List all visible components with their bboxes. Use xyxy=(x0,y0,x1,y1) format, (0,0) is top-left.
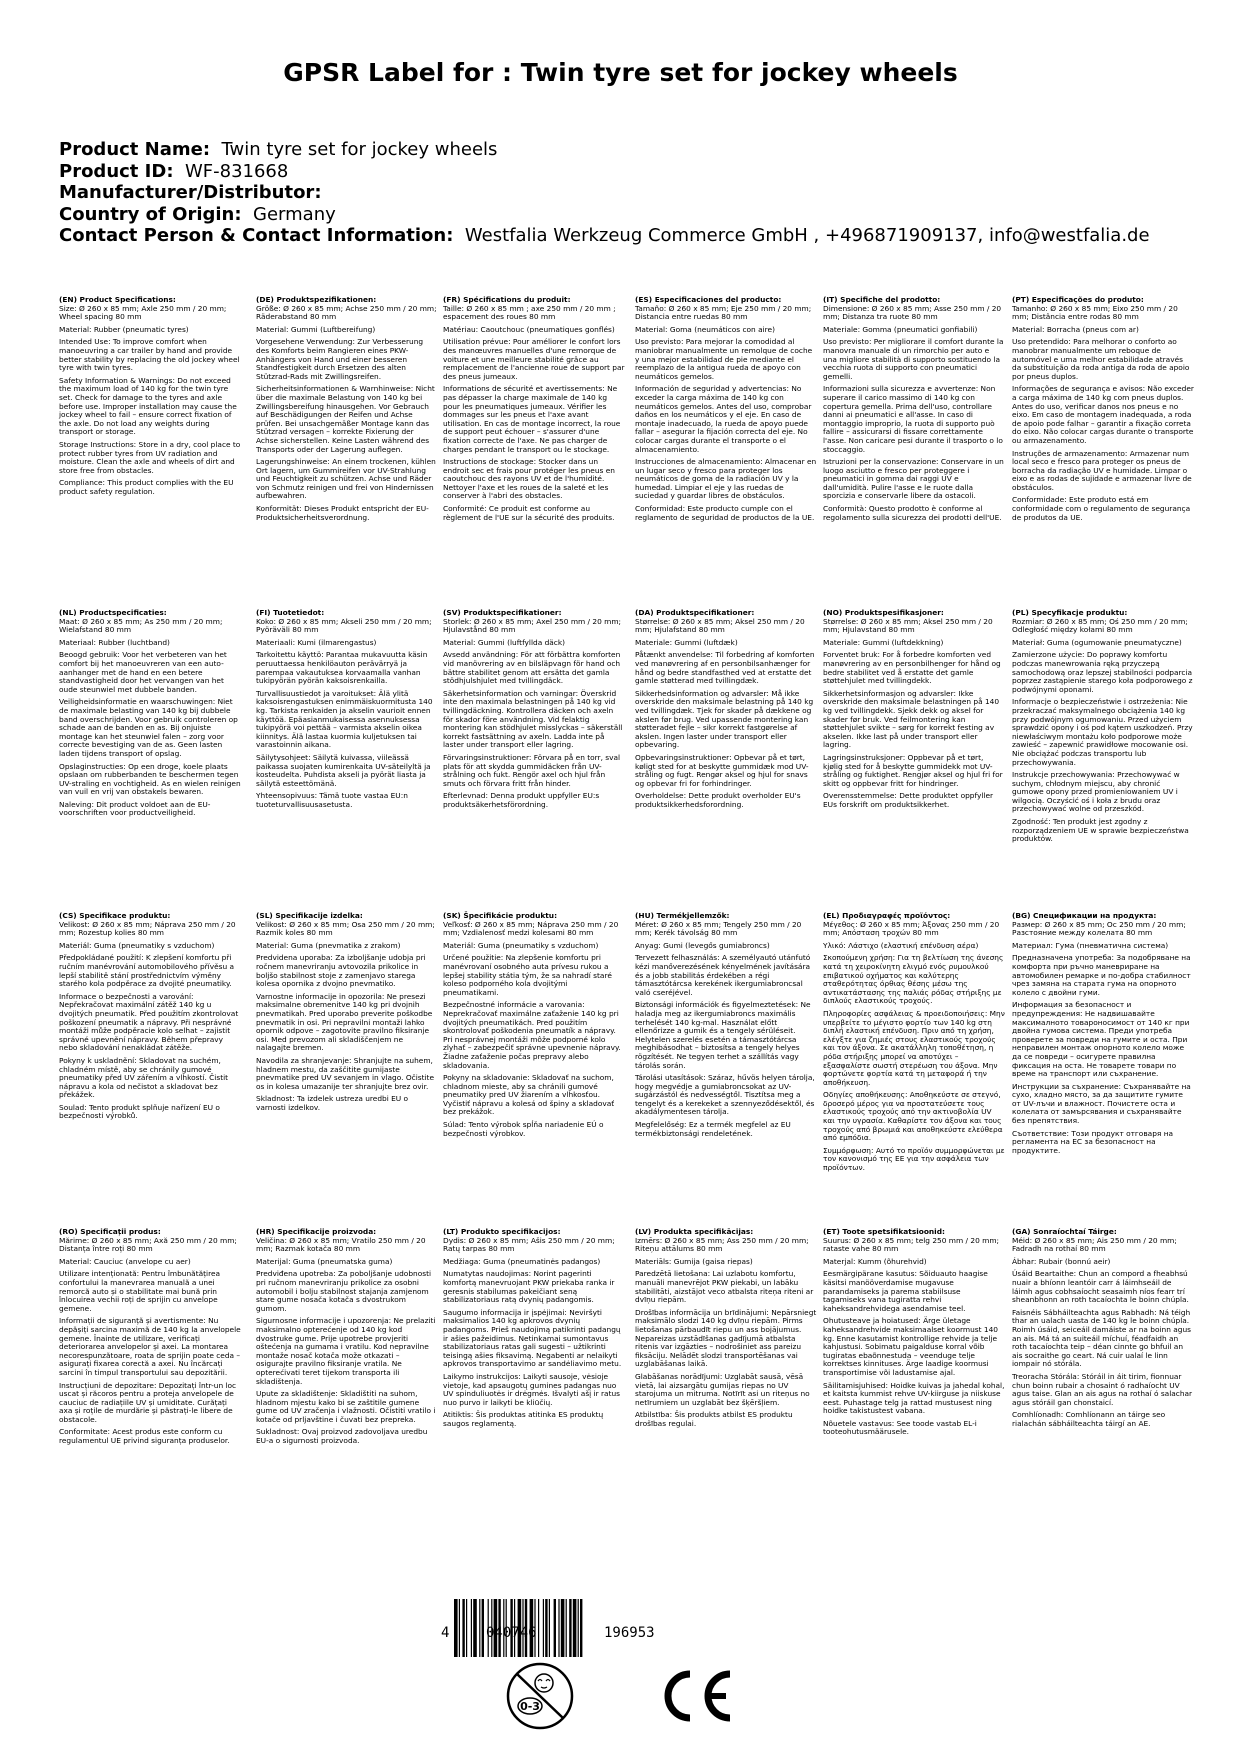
language-block xyxy=(823,609,1005,813)
barcode-bar xyxy=(566,1599,567,1657)
language-heading: (GA) Sonraíochtaí Táirge: xyxy=(1012,1227,1117,1236)
product-name-value: Twin tyre set for jockey wheels xyxy=(221,139,498,160)
language-heading: (SL) Specifikacije izdelka: xyxy=(256,911,363,920)
language-block xyxy=(59,609,241,822)
language-paragraph: Opslaginstructies: Op een droge, koele plaats opslaan om rubberbanden te beschermen tegen UV-straling en vochtigheid. As en wielen reinigen van vuil en vrij van obstakels bewaren. xyxy=(59,761,243,797)
language-heading: (DE) Produktspezifikationen: xyxy=(256,295,377,304)
language-paragraph: Konformität: Dieses Produkt entspricht der EU-Produktsicherheitsverordnung. xyxy=(256,504,429,522)
language-paragraph: Zgodność: Ten produkt jest zgodny z rozporządzeniem UE w sprawie bezpieczeństwa produktów. xyxy=(1012,817,1192,844)
language-paragraph: Koko: Ø 260 x 85 mm; Akseli 250 mm / 20 mm; Pyöräväli 80 mm xyxy=(256,616,434,635)
language-paragraph: Forventet bruk: For å forbedre komforten ved manøvrering av en personbilhenger for hånd og bedre stabilitet ved å erstatte det gamle støttehjulet med tvillingdekk. xyxy=(823,650,1004,686)
language-block xyxy=(256,912,438,1116)
barcode-digits-right: 196953 xyxy=(604,1625,655,1641)
language-paragraph: Lagringsinstruksjoner: Oppbevar på et tørt, kjølig sted for å beskytte gummidekk mot UV-stråling og fuktighet. Rengjør aksel og hjul fri for skitt og oppbevar fritt for hindringer. xyxy=(823,752,1005,788)
language-heading: (HR) Specifikacije proizvoda: xyxy=(256,1227,377,1236)
language-paragraph: Pokyny na skladovanie: Skladovať na suchom, chladnom mieste, aby sa chránili gumové pneumatiky pred UV žiarením a vlhkosťou. Vyčistiť nápravu a kolesá od špiny a skladovať bez prekážok. xyxy=(443,1073,617,1117)
language-paragraph: Säkerhetsinformation och varningar: Överskrid inte den maximala belastningen på 140 kg vid tvillingdäckning. Kontrollera däcken och axeln för skador före användning. Vid felaktig montering kan stödhjulet misslyckas – säkerställ korrekt fastsättning av axeln. Ladda inte på laster under transport eller lagring. xyxy=(443,688,625,750)
language-paragraph: Tervezett felhasználás: A személyautó utánfutó kézi manőverezésének kényelmének javítására és a jobb stabilitás érdekében a régi támasztótárcsa kerekének ikergumiabroncsal való cseréjével. xyxy=(635,953,813,997)
barcode-bar xyxy=(558,1599,559,1657)
language-heading: (NO) Produktspesifikasjoner: xyxy=(823,608,944,617)
language-paragraph: Sikkerhedsinformation og advarsler: Må ikke overskride den maksimale belastning på 140 kg ved tvillingdæk. Tjek for skader på dækkene og akslen før brug. Ved upassende montering kan støtteradet fejle – sikr korrekt fastgørelse af akslen. Ingen laster under transport eller opbevaring. xyxy=(635,688,816,750)
language-paragraph: Съответствие: Този продукт отговаря на регламента на ЕС за безопасност на продуктите. xyxy=(1012,1128,1176,1155)
language-paragraph: Dydis: Ø 260 x 85 mm; Ašis 250 mm / 20 mm; Ratų tarpas 80 mm xyxy=(443,1235,618,1254)
language-paragraph: Materiaali: Kumi (ilmarengastus) xyxy=(256,637,377,647)
language-paragraph: Skladnost: Ta izdelek ustreza uredbi EU o varnosti izdelkov. xyxy=(256,1094,411,1112)
language-paragraph: Rozmiar: Ø 260 x 85 mm; Oś 250 mm / 20 mm; Odległość między kołami 80 mm xyxy=(1012,616,1191,635)
language-paragraph: Beoogd gebruik: Voor het verbeteren van het comfort bij het manoeuvreren van een auto-aanhanger met de hand en een betere standvastigheid door het vervangen van het oude steunwiel met dubbele banden. xyxy=(59,650,230,694)
language-block xyxy=(635,296,817,526)
language-paragraph: Numatytas naudojimas: Norint pagerinti komfortą manevruojant PKW priekaba ranka ir geresnis stabilumas pakeičiant seną stabilizatoriaus ratą dvynių padangomis. xyxy=(443,1269,617,1305)
language-paragraph: Conformidad: Este producto cumple con el reglamento de seguridad de productos de la UE. xyxy=(635,504,815,522)
language-paragraph: Informații de siguranță și avertismente: Nu depășiți sarcina maximă de 140 kg la anvelopele gemene. Înainte de utilizare, verificați deteriorarea anvelopelor și axei. La montarea necorespunzătoare, roata de sprijin poate ceda – asigurați fixarea corectă a axei. Nu încărcați sarcini în timpul transportului sau depozitării. xyxy=(59,1316,244,1377)
language-paragraph: Laikymo instrukcijos: Laikyti sausoje, vėsioje vietoje, kad apsaugotų gumines padangas nuo UV spinduliuotės ir drėgmės. Išvalyti ašį ir ratus nuo purvo ir laikyti be kliūčių. xyxy=(443,1371,623,1407)
language-paragraph: Størrelse: Ø 260 x 85 mm; Aksel 250 mm / 20 mm; Hjulavstand 80 mm xyxy=(823,616,996,635)
language-block xyxy=(1012,295,1197,526)
language-paragraph: Instructions de stockage: Stocker dans un endroit sec et frais pour protéger les pneus en caoutchouc des rayons UV et de l'humidité. Nettoyer l'axe et les roues de la saleté et les conserver à l'abri des obstacles. xyxy=(443,457,618,501)
manufacturer-label: Manufacturer/Distributor: xyxy=(59,182,322,203)
language-paragraph: Materiál: Guma (pneumatiky s vzduchom) xyxy=(443,940,599,950)
language-block xyxy=(823,1228,1005,1441)
language-paragraph: Informazioni sulla sicurezza e avvertenze: Non superare il carico massimo di 140 kg con copertura gemella. Prima dell'uso, controllare danni ai pneumatici e all'asse. In caso di montaggio improprio, la ruota di supporto può fallire – assicurarsi di fissare correttamente l'asse. Non caricare pesi durante il trasporto o lo stoccaggio. xyxy=(823,384,1006,454)
language-paragraph: Safety Information & Warnings: Do not exceed the maximum load of 140 kg for the twin tyre set. Check for damage to the tyres and axle before use. Improper installation may cause the jockey wheel to fail – ensure correct fixation of the axle. Do not load any weights during transport or storage. xyxy=(59,375,240,437)
language-paragraph: Størrelse: Ø 260 x 85 mm; Aksel 250 mm / 20 mm; Hjulafstand 80 mm xyxy=(635,616,808,635)
language-block xyxy=(443,609,625,813)
barcode-bar xyxy=(462,1599,464,1657)
language-block xyxy=(443,296,625,526)
language-heading: (PT) Especificações do produto: xyxy=(1012,295,1144,304)
language-paragraph: Opbevaringsinstruktioner: Opbevar på et tørt, køligt sted for at beskytte gummidæk mod UV-stråling og fugt. Rengør aksel og hjul for snavs og opbevar fri for forhindringer. xyxy=(635,752,811,788)
language-paragraph: Säilitamisjuhised: Hoidke kuivas ja jahedal kohal, et kaitsta kummist rehve UV-kiirguse ja niiskuse eest. Puhastage telg ja rattad mustusest ning hoidke takistustest vabana. xyxy=(823,1380,1007,1416)
language-paragraph: Overholdelse: Dette produkt overholder EU's produktsikkerhedsforordning. xyxy=(635,791,803,809)
language-paragraph: Material: Cauciuc (anvelope cu aer) xyxy=(59,1256,191,1266)
barcode-bar xyxy=(543,1599,544,1657)
language-paragraph: Mărime: Ø 260 x 85 mm; Axă 250 mm / 20 mm; Distanța între roți 80 mm xyxy=(59,1235,240,1254)
language-paragraph: Yhteensopivuus: Tämä tuote vastaa EU:n tuoteturvallisuusasetusta. xyxy=(256,791,411,809)
language-paragraph: Material: Guma (pnevmatika z zrakom) xyxy=(256,940,401,950)
barcode-bar xyxy=(554,1599,556,1657)
language-heading: (EL) Προδιαγραφές προϊόντος: xyxy=(823,911,951,920)
language-block xyxy=(59,1227,244,1450)
language-paragraph: Materijal: Guma (pneumatska guma) xyxy=(256,1256,393,1266)
language-paragraph: Súlad: Tento výrobok spĺňa nariadenie EÚ o bezpečnosti výrobkov. xyxy=(443,1120,606,1138)
language-paragraph: Méret: Ø 260 x 85 mm; Tengely 250 mm / 20 mm; Kerék távolság 80 mm xyxy=(635,919,804,938)
language-paragraph: Upute za skladištenje: Skladištiti na suhom, hladnom mjestu kako bi se zaštitile gumene gume od UV zračenja i vlažnosti. Očistiti vratilo i kotače od prljavštine i čuvati bez prepreka. xyxy=(256,1389,438,1424)
language-paragraph: Méid: Ø 260 x 85 mm; Ais 250 mm / 20 mm; Fadradh na rothaí 80 mm xyxy=(1012,1235,1180,1254)
language-paragraph: Veličina: Ø 260 x 85 mm; Vratilo 250 mm / 20 mm; Razmak kotača 80 mm xyxy=(256,1235,428,1254)
language-paragraph: Size: Ø 260 x 85 mm; Axle 250 mm / 20 mm; Wheel spacing 80 mm xyxy=(59,303,229,322)
language-heading: (SK) Špecifikácie produktu: xyxy=(443,911,558,920)
language-block xyxy=(59,912,241,1125)
language-paragraph: Информация за безопасност и предупреждения: Не надвишавайте максималното товароносимост от 140 кг при двойна гумова система. Преди употреба проверете за повреди на гумите и оста. При неправилен монтаж опорното колело може да се повреди – осигурете правилна фиксация на оста. Не товарете товари по време на транспорт или съхранение. xyxy=(1012,1000,1192,1079)
product-info xyxy=(59,139,1150,247)
language-paragraph: Atitiktis: Šis produktas atitinka ES produktų saugos reglamentą. xyxy=(443,1410,606,1428)
barcode-digit-lead: 4 xyxy=(441,1625,450,1641)
language-paragraph: Predviđena upotreba: Za poboljšanje udobnosti pri ručnom manevriranju prikolice za osobni automobil i bolju stabilnost stajanja zamjenom stare gume nosača kotača s dvostrukom gumom. xyxy=(256,1269,434,1313)
barcode-bar xyxy=(479,1599,480,1657)
barcode-bar xyxy=(561,1599,565,1657)
language-paragraph: Paredzētā lietošana: Lai uzlabotu komfortu, manuāli manevrējot PKW piekabi, un labāku stabilitāti, aizstājot veco atbalsta riteņa riteni ar dvīņu riepām. xyxy=(635,1269,816,1305)
language-paragraph: Material: Rubber (pneumatic tyres) xyxy=(59,324,189,334)
language-paragraph: Informations de sécurité et avertissements: Ne pas dépasser la charge maximale de 140 kg pour les pneumatiques jumeaux. Vérifier les dommages sur les pneus et l'axe avant utilisation. En cas de montage incorrect, la roue de support peut échouer – s'assurer d'une fixation correcte de l'axe. Ne pas charger de charges pendant le transport ou le stockage. xyxy=(443,384,623,454)
language-paragraph: Faisnéis Sábháilteachta agus Rabhadh: Ná téigh thar an ualach uasta de 140 kg le boinn chúpla. Roimh úsáid, seiceáil damáiste ar na boinn agus an ais. Má tá an suiteáil míchuí, féadfaidh an roth tacaíochta teip – déan cinnte go bhfuil an ais socraithe go ceart. Ná cuir ualaí le linn iompair nó stórála. xyxy=(1012,1307,1194,1369)
language-block xyxy=(59,296,241,500)
language-paragraph: Materjal: Kumm (õhurehvid) xyxy=(823,1256,927,1266)
language-paragraph: Istruzioni per la conservazione: Conservare in un luogo asciutto e fresco per proteggere i pneumatici in gomma dai raggi UV e dall'umidità. Pulire l'asse e le ruote dalla sporcizia e conservarle libere da ostacoli. xyxy=(823,457,1007,501)
language-paragraph: Velikost: Ø 260 x 85 mm; Náprava 250 mm / 20 mm; Rozestup kolies 80 mm xyxy=(59,919,238,938)
language-heading: (RO) Specificații produs: xyxy=(59,1227,161,1236)
ce-mark-icon xyxy=(660,1668,736,1724)
origin-row xyxy=(59,204,1150,226)
language-paragraph: Navodila za shranjevanje: Shranjujte na suhem, hladnem mestu, da zaščitite gumijaste pnevmatike pred UV sevanjem in vlago. Očistite os in kolesa umazanije ter shranjujte brez ovir. xyxy=(256,1055,437,1091)
product-name-label: Product Name: xyxy=(59,139,211,160)
language-paragraph: Megfelelőség: Ez a termék megfelel az EU termékbiztonsági rendeletének. xyxy=(635,1120,794,1138)
language-paragraph: Eesmärgipärane kasutus: Sõiduauto haagise käsitsi manööverdamise mugavuse parandamiseks ja parema stabiilsuse tagamiseks vana tugiratta rehvi kaheksandrehvidega asendamise teel. xyxy=(823,1269,991,1313)
language-paragraph: Información de seguridad y advertencias: No exceder la carga máxima de 140 kg con neumáticos gemelos. Antes del uso, comprobar daños en los neumáticos y el eje. En caso de montaje inadecuado, la rueda de apoyo puede fallar – asegurar la fijación correcta del eje. No colocar cargas durante el transporte o el almacenamiento. xyxy=(635,384,814,454)
origin-value: Germany xyxy=(253,203,336,225)
barcode-bar xyxy=(573,1599,577,1657)
language-paragraph: Medžiaga: Guma (pneumatinės padangos) xyxy=(443,1256,601,1266)
contact-row xyxy=(59,225,1150,247)
language-block xyxy=(256,609,438,813)
language-block xyxy=(443,1228,625,1432)
language-paragraph: Izmērs: Ø 260 x 85 mm; Ass 250 mm / 20 mm; Riteņu attālums 80 mm xyxy=(635,1235,812,1254)
language-paragraph: Conformità: Questo prodotto è conforme al regolamento sulla sicurezza dei prodotti dell'UE. xyxy=(823,504,1002,522)
age-restriction-0-3-icon xyxy=(505,1661,575,1731)
language-paragraph: Naleving: Dit product voldoet aan de EU-voorschriften voor productveiligheid. xyxy=(59,799,211,818)
language-paragraph: Instruções de armazenamento: Armazenar num local seco e fresco para proteger os pneus de borracha da radiação UV e humidade. Limpar o eixo e as rodas de sujidade e armazenar livre de obstáculos. xyxy=(1012,448,1195,492)
language-paragraph: Maat: Ø 260 x 85 mm; As 250 mm / 20 mm; Wielafstand 80 mm xyxy=(59,616,225,635)
language-paragraph: Größe: Ø 260 x 85 mm; Achse 250 mm / 20 mm; Räderabstand 80 mm xyxy=(256,303,439,322)
language-paragraph: Storage Instructions: Store in a dry, cool place to protect rubber tyres from UV radiation and moisture. Clean the axle and wheels of dirt and store free from obstacles. xyxy=(59,439,243,475)
barcode-bar xyxy=(569,1599,571,1657)
language-block xyxy=(635,912,817,1142)
language-paragraph: Οδηγίες αποθήκευσης: Αποθηκεύστε σε στεγνό, δροσερό μέρος για να προστατεύσετε τους ελαστικούς τροχούς από την ακτινοβολία UV και την υγρασία. Καθαρίστε τον άξονα και τους τροχούς από βρωμιά και αποθηκεύστε ελεύθερα από εμπόδια. xyxy=(823,1090,1005,1143)
language-paragraph: Sigurnosne informacije i upozorenja: Ne prelaziti maksimalno opterećenje od 140 kg kod dvostruke gume. Prije upotrebe provjeriti oštećenja na gumama i vratilu. Kod nepravilne montaže nosač kotača može otkazati – osigurajte pravilno fiksiranje vratila. Ne opterećivati teret tijekom transporta ili skladištenja. xyxy=(256,1316,438,1386)
barcode-bar xyxy=(466,1599,467,1657)
language-paragraph: Matériau: Caoutchouc (pneumatiques gonflés) xyxy=(443,324,615,334)
language-paragraph: Veiligheidsinformatie en waarschuwingen: Niet de maximale belasting van 140 kg bij dubbele band overschrijden. Voor gebruik controleren op schade aan de banden en as. Bij onjuiste montage kan het steunwiel falen – zorg voor correcte bevestiging van de as. Geen lasten laden tijdens transport of opslag. xyxy=(59,697,241,758)
language-heading: (LV) Produkta specifikācijas: xyxy=(635,1227,754,1236)
language-paragraph: Úsáid Beartaithe: Chun an compord a fheabhsú nuair a bhíonn leantóir carr á láimhseáil de láimh agus cobhsaíocht seasaimh níos fearr trí sheanbhonn an roth tacaíochta le boinn chúpla. xyxy=(1012,1269,1191,1305)
language-paragraph: Zamierzone użycie: Do poprawy komfortu podczas manewrowania ręką przyczepą samochodową oraz lepszej stabilności podparcia poprzez zastąpienie starego koła podporowego z podwójnymi oponami. xyxy=(1012,650,1195,694)
language-heading: (FI) Tuotetiedot: xyxy=(256,608,325,617)
language-paragraph: Uso pretendido: Para melhorar o conforto ao manobrar manualmente um reboque de automóvel e uma melhor estabilidade através da substituição da roda antiga da roda de apoio por pneus duplos. xyxy=(1012,337,1192,381)
language-heading: (CS) Specifikace produktu: xyxy=(59,911,171,920)
language-paragraph: Συμμόρφωση: Αυτό το προϊόν συμμορφώνεται με τον κανονισμό της ΕΕ για την ασφάλεια των προϊόντων. xyxy=(823,1145,1007,1173)
language-paragraph: Materiál: Guma (pneumatiky s vzduchom) xyxy=(59,940,215,950)
language-paragraph: Instrukcje przechowywania: Przechowywać w suchym, chłodnym miejscu, aby chronić gumowe opony przed promieniowaniem UV i wilgocią. Oczyścić oś i koła z brudu oraz przechowywać wolne od przeszkód. xyxy=(1012,770,1183,814)
product-name-row xyxy=(59,139,1150,161)
contact-label: Contact Person & Contact Information: xyxy=(59,225,454,246)
language-paragraph: Materiale: Gummi (luftdekkning) xyxy=(823,637,944,647)
language-paragraph: Storlek: Ø 260 x 85 mm; Axel 250 mm / 20 mm; Hjulavstånd 80 mm xyxy=(443,616,624,635)
language-block xyxy=(823,911,1008,1177)
language-paragraph: Glabāšanas norādījumi: Uzglabāt sausā, vēsā vietā, lai aizsargātu gumijas riepas no UV starojuma un mitruma. Notīrīt asi un riteņus no netīrumiem un uzglabāt bez šķēršļiem. xyxy=(635,1371,813,1407)
language-paragraph: Informacje o bezpieczeństwie i ostrzeżenia: Nie przekraczać maksymalnego obciążenia 140 kg przy podwójnym ogumowaniu. Przed użyciem sprawdzić opony i oś pod kątem uszkodzeń. Przy niewłaściwym montażu koło podporowe może zawieść – zapewnić prawidłowe mocowanie osi. Nie obciążać podczas transportu lub przechowywania. xyxy=(1012,697,1195,767)
language-paragraph: Materiale: Gomma (pneumatici gonfiabili) xyxy=(823,324,978,334)
barcode-bar xyxy=(471,1599,472,1657)
language-block xyxy=(635,1228,817,1432)
language-paragraph: Uso previsto: Para mejorar la comodidad al maniobrar manualmente un remolque de coche y una mejor estabilidad de pie mediante el reemplazo de la antigua rueda de apoyo con neumáticos gemelos. xyxy=(635,337,815,381)
language-heading: (DA) Produktspecifikationer: xyxy=(635,608,755,617)
language-paragraph: Conformité: Ce produit est conforme au règlement de l'UE sur la sécurité des produits. xyxy=(443,504,615,522)
language-paragraph: Sukladnost: Ovaj proizvod zadovoljava uredbu EU-a o sigurnosti proizvoda. xyxy=(256,1427,430,1446)
barcode-bar xyxy=(545,1599,547,1657)
language-paragraph: Påtænkt anvendelse: Til forbedring af komforten ved manøvrering af en personbilsanhænger for hånd og bedre standfasthed ved at erstatte det gamle støtterad med tvillingdæk. xyxy=(635,650,817,686)
language-paragraph: Biztonsági információk és figyelmeztetések: Ne haladja meg az ikergumiabroncs maximális terhelését 140 kg-mal. Használat előtt ellenőrizze a gumik és a tengely sérüléseit. Helytelen szerelés esetén a támasztótárcsa meghibásodhat – biztosítsa a tengely helyes rögzítését. Ne tegyen terhet a szállítás vagy tárolás során. xyxy=(635,1000,813,1070)
language-heading: (ET) Toote spetsifikatsioonid: xyxy=(823,1227,945,1236)
language-heading: (SV) Produktspecifikationer: xyxy=(443,608,562,617)
language-paragraph: Uso previsto: Per migliorare il comfort durante la manovra manuale di un rimorchio per auto e una migliore stabilità di supporto sostituendo la vecchia ruota di supporto con pneumatici gemelli. xyxy=(823,337,1006,381)
barcode-digits-left: 040746 xyxy=(486,1625,537,1641)
language-paragraph: Ohutusteave ja hoiatused: Ärge ületage kaheksandrehvide maksimaalset koormust 140 kg. Enne kasutamist kontrollige rehvide ja telje kahjustusi. Sobimatu paigalduse korral võib tugiratas ebaõnnestuda – veenduge telje korrektses kinnituses. Ärge laadige koormusi transportimise või ladustamise ajal. xyxy=(823,1316,1001,1377)
language-paragraph: Tarkoitettu käyttö: Parantaa mukavuutta käsin peruuttaessa henkilöauton perävärryä ja parempaa vakautuksea korvaamalla vanhan tukipyörän pyörän kaksoisrenkailla. xyxy=(256,650,430,686)
language-paragraph: Suurus: Ø 260 x 85 mm; telg 250 mm / 20 mm; rataste vahe 80 mm xyxy=(823,1235,1002,1254)
language-paragraph: Varnostne informacije in opozorila: Ne presezi maksimalne obremenitve 140 kg pri dvojnih pnevmatikah. Pred uporabo preverite poškodbe pnevmatik in osi. Pri nepravilni montaži lahko opornik odpove – zagotovite pravilno fiksiranje osi. Med prevozom ali skladiščenjem ne nalagajte bremen. xyxy=(256,991,435,1053)
language-heading: (PL) Specyfikacje produktu: xyxy=(1012,608,1128,617)
language-paragraph: Utilisation prévue: Pour améliorer le confort lors des manœuvres manuelles d'une remorque de voiture et une meilleure stabilité grâce au remplacement de l'ancienne roue de support par des pneus jumeaux. xyxy=(443,337,627,381)
language-paragraph: Materiale: Gummi (luftdæk) xyxy=(635,637,738,647)
language-paragraph: Soulad: Tento produkt splňuje nařízení EU o bezpečnosti výrobků. xyxy=(59,1102,223,1121)
language-paragraph: Informace o bezpečnosti a varování: Nepřekračovat maximální zátěž 140 kg u dvojitých pneumatik. Před použitím zkontrolovat poškození pneumatik a nápravy. Při nesprávné montáži může podpěracie kolo selhat – zajistit správné upevnění nápravy. Během přepravy nebo skladování nenakládat zátěže. xyxy=(59,991,241,1053)
language-paragraph: Material: Gummi (Luftbereifung) xyxy=(256,324,376,334)
language-paragraph: Drošības informācija un brīdinājumi: Nepārsniegt maksimālo slodzi 140 kg dvīņu riepām. Pirms lietošanas pārbaudīt riepu un ass bojājumus. Nepareizas uzstādīšanas gadījumā atbalsta ritenis var izgāzties – nodrošiniet ass pareizu fiksāciju. Nelādēt slodzi transportēšanas vai uzglabāšanas laikā. xyxy=(635,1307,819,1369)
language-paragraph: Atbilstība: Šis produkts atbilst ES produktu drošības regulai. xyxy=(635,1410,795,1428)
language-paragraph: Comhlíonadh: Comhlíonann an táirge seo rialachán sábháilteachta táirgí an AE. xyxy=(1012,1410,1168,1428)
language-block xyxy=(1012,912,1194,1159)
page-title: GPSR Label for : Twin tyre set for jockey wheels xyxy=(283,58,958,87)
language-block xyxy=(256,1228,438,1450)
contact-value: Westfalia Werkzeug Commerce GmbH , +496871909137, info@westfalia.de xyxy=(464,225,1150,246)
language-paragraph: Conformitate: Acest produs este conform cu regulamentul UE privind siguranța produselor. xyxy=(59,1427,230,1446)
language-paragraph: Efterlevnad: Denna produkt uppfyller EU:s produktsäkerhetsförordning. xyxy=(443,791,602,809)
language-block xyxy=(635,609,817,813)
language-paragraph: Material: Borracha (pneus com ar) xyxy=(1012,324,1139,334)
language-paragraph: Anyag: Gumi (levegős gumiabroncs) xyxy=(635,940,770,950)
language-paragraph: Размер: Ø 260 x 85 mm; Ос 250 mm / 20 mm; Разстояние между колелата 80 mm xyxy=(1012,919,1189,938)
language-paragraph: Förvaringsinstruktioner: Förvara på en torr, sval plats för att skydda gummidäcken från UV-strålning och fukt. Rengör axel och hjul från smuts och förvara fritt från hinder. xyxy=(443,752,623,788)
svg-text:0-3: 0-3 xyxy=(520,1700,540,1713)
language-paragraph: Nõuetele vastavus: See toode vastab EL-i tooteohutusmäärusele. xyxy=(823,1418,980,1437)
language-paragraph: Tamaño: Ø 260 x 85 mm; Eje 250 mm / 20 mm; Distancia entre ruedas 80 mm xyxy=(635,303,814,322)
language-paragraph: Sicherheitsinformationen & Warnhinweise: Nicht über die maximale Belastung von 140 kg bei Zwillingsbereifung hinausgehen. Vor Gebrauch auf Beschädigungen der Reifen und Achse prüfen. Bei unsachgemäßer Montage kann das Stützrad versagen – korrekte Fixierung der Achse sicherstellen. Keine Lasten während des Transports oder der Lagerung auflegen. xyxy=(256,384,438,454)
language-paragraph: Sikkerhetsinformasjon og advarsler: Ikke overskride den maksimale belastningen på 140 kg ved tvillingdekk. Sjekk dekk og aksel for skader før bruk. Ved feilmontering kan støttehjulet svikte – sørg for korrekt festing av akselen. Ikke last på under transport eller lagring. xyxy=(823,688,1002,750)
language-heading: (LT) Produkto specifikacijos: xyxy=(443,1227,561,1236)
language-paragraph: Overensstemmelse: Dette produktet oppfyller EUs forskrift om produktsikkerhet. xyxy=(823,791,996,809)
language-paragraph: Předpokládané použití: K zlepšení komfortu při ručním manévrování automobilového přívěsu a lepší stabilitě stání prostřednictvím výměny starého kola podpěrace za dvojité pneumatiky. xyxy=(59,953,237,989)
language-paragraph: Intended Use: To improve comfort when manoeuvring a car trailer by hand and provide better stability by replacing the old jockey wheel tyre with twin tyres. xyxy=(59,337,242,373)
language-paragraph: Bezpečnostné informácie a varovania: Neprekračovať maximálne zaťaženie 140 kg pri dvojitých pneumatikách. Pred použitím skontrolovať poškodenia pneumatík a nápravy. Pri nesprávnej montáži môže podporné kolo zlyhať – zabezpečiť správne upevnenie nápravy. Žiadne zaťaženie počas prepravy alebo skladovania. xyxy=(443,1000,624,1070)
origin-label: Country of Origin: xyxy=(59,203,242,225)
language-paragraph: Avsedd användning: För att förbättra komforten vid manövrering av en bilsläpvagn för hand och bättre stabilitet genom att ersätta det gamla stödhjulshjulet med tvillingdäck. xyxy=(443,650,623,686)
language-paragraph: Utilizare intenționată: Pentru îmbunătățirea confortului la manevrarea manuală a unei remorcă auto și o stabilitate mai bună prin înlocuirea vechii roți de sprijin cu anvelope gemene. xyxy=(59,1269,223,1313)
language-paragraph: Инструкции за съхранение: Съхранявайте на сухо, хладно място, за да защитите гумите от UV-лъчи и влажност. Почистете оста и колелата от замърсявания и съхранявайте без препятствия. xyxy=(1012,1081,1194,1126)
language-paragraph: Compliance: This product complies with the EU product safety regulation. xyxy=(59,478,236,496)
language-paragraph: Treoracha Stórála: Stóráil in áit tirim, fionnuar chun boinn rubair a chosaint ó radhaíocht UV agus taise. Glan an ais agus na rothaí ó salachar agus stóráil gan chonstaicí. xyxy=(1012,1371,1195,1407)
language-block xyxy=(823,296,1005,526)
language-paragraph: Πληροφορίες ασφάλειας & προειδοποιήσεις: Μην υπερβείτε το μέγιστο φορτίο των 140 kg στη διπλή ελαστική επένδυση. Πριν από τη χρήση, ελέγξτε για ζημιές στους ελαστικούς τροχούς και τον άξονα. Σε ακατάλληλη τοποθέτηση, η ρόδα στήριξης μπορεί να αποτύχει – εξασφαλίστε σωστή στερέωση του άξονα. Μην φορτώνετε φορτία κατά τη μεταφορά ή την αποθήκευση. xyxy=(823,1008,1008,1087)
language-paragraph: Určené použitie: Na zlepšenie komfortu pri manévrovaní osobného auta prívesu rukou a lepšej stability státia tým, že sa nahradí staré koleso podporného kola dvojitými pneumatikami. xyxy=(443,953,615,997)
language-paragraph: Predvidena uporaba: Za izboljšanje udobja pri ročnem manevriranju avtovozila prikolice in boljšo stabilnost stoje z zamenjavo starega kolesa opornika z dvojno pnevmatiko. xyxy=(256,953,429,989)
product-id-row xyxy=(59,161,1150,183)
language-paragraph: Vorgesehene Verwendung: Zur Verbesserung des Komforts beim Rangieren eines PKW-Anhängers von Hand und einer besseren Standfestigkeit durch Ersetzen des alten Stützrad-Rads mit Zwillingsreifen. xyxy=(256,337,426,381)
language-paragraph: Säilytysohjeet: Säilytä kuivassa, viileässä paikassa suojaten kumirenkaita UV-säteilyltä ja kosteudelta. Puhdista akseli ja pyörät liasta ja säilytä esteettömänä. xyxy=(256,752,434,788)
language-paragraph: Materiāls: Gumija (gaisa riepas) xyxy=(635,1256,753,1266)
language-paragraph: Μέγεθος: Ø 260 x 85 mm; Άξονας 250 mm / 20 mm; Απόσταση τροχών 80 mm xyxy=(823,919,1002,938)
barcode-bar xyxy=(482,1599,484,1657)
barcode-bar xyxy=(473,1599,477,1657)
language-paragraph: Предназначена употреба: За подобряване на комфорта при ръчно маневриране на автомобилен ремарке и по-добра стабилност чрез замяна на старата гума на опорното колело с двойни гуми. xyxy=(1012,953,1194,997)
language-block xyxy=(1012,1228,1194,1432)
barcode-bar xyxy=(578,1599,579,1657)
product-id-label: Product ID: xyxy=(59,160,174,182)
language-paragraph: Dimensione: Ø 260 x 85 mm; Asse 250 mm / 20 mm; Distanza tra ruote 80 mm xyxy=(823,303,1004,322)
language-paragraph: Материал: Гума (пневматична система) xyxy=(1012,940,1169,950)
language-heading: (IT) Specifiche del prodotto: xyxy=(823,295,941,304)
language-heading: (FR) Spécifications du produit: xyxy=(443,295,571,304)
language-paragraph: Instrucciones de almacenamiento: Almacenar en un lugar seco y fresco para proteger los neumáticos de goma de la radiación UV y la humedad. Limpiar el eje y las ruedas de suciedad y guardar libres de obstáculos. xyxy=(635,457,819,501)
barcode-bar xyxy=(459,1599,460,1657)
language-paragraph: Velikost: Ø 260 x 85 mm; Osa 250 mm / 20 mm; Razmik koles 80 mm xyxy=(256,919,438,938)
manufacturer-row xyxy=(59,182,1150,204)
language-paragraph: Turvallisuustiedot ja varoitukset: Älä ylitä kaksoisrengastuksen enimmäiskuormitusta 140 kg. Tarkista renkaiden ja akselin vaurioit ennen käyttöä. Epäasianmukaisessa asennuksessa tukipyörä voi pettää – varmista akselin oikea kiinnitys. Älä lastaa kuormia kuljetuksen tai varastoinnin aikana. xyxy=(256,688,435,750)
language-heading: (EN) Product Specifications: xyxy=(59,295,176,304)
language-paragraph: Ábhar: Rubair (bonnú aeir) xyxy=(1012,1256,1111,1266)
barcode-bar xyxy=(580,1599,582,1657)
language-paragraph: Material: Goma (neumáticos con aire) xyxy=(635,324,775,334)
language-heading: (ES) Especificaciones del producto: xyxy=(635,295,782,304)
language-paragraph: Lagerungshinweise: An einem trockenen, kühlen Ort lagern, um Gummireifen vor UV-Strahlung und Feuchtigkeit zu schützen. Achse und Räder von Schmutz reinigen und frei von Hindernissen aufbewahren. xyxy=(256,457,439,501)
language-paragraph: Υλικό: Λάστιχο (ελαστική επένδυση αέρα) xyxy=(823,940,979,950)
language-heading: (HU) Termékjellemzők: xyxy=(635,911,730,920)
language-paragraph: Materiaal: Rubber (luchtband) xyxy=(59,637,170,647)
language-paragraph: Conformidade: Este produto está em conformidade com o regulamento de segurança de produtos da UE. xyxy=(1012,495,1193,522)
language-paragraph: Materiał: Guma (ogumowanie pneumatyczne) xyxy=(1012,637,1182,647)
barcode-bar xyxy=(454,1599,458,1657)
language-paragraph: Σκοπούμενη χρήση: Για τη βελτίωση της άνεσης κατά τη χειροκίνητη ελιγμό ενός ρυμουλκού επιβατικού οχήματος και καλύτερης σταθερότητας όρθιας θέσης μέσω της αντικατάστασης της παλιάς ρόδας στήριξης με διπλούς ελαστικούς τροχούς. xyxy=(823,953,1006,1006)
language-heading: (BG) Спецификации на продукта: xyxy=(1012,911,1157,920)
language-paragraph: Tamanho: Ø 260 x 85 mm; Eixo 250 mm / 20 mm; Distância entre rodas 80 mm xyxy=(1012,303,1181,322)
language-paragraph: Tárolási utasítások: Száraz, hűvös helyen tárolja, hogy megvédje a gumiabroncsokat az UV-sugárzástól és nedvességtől. Tisztítsa meg a tengelyt és a kerekeket a szennyeződésektől, és akadálymentesen tárolja. xyxy=(635,1073,818,1117)
language-paragraph: Informações de segurança e avisos: Não exceder a carga máxima de 140 kg com pneus duplos. Antes do uso, verificar danos nos pneus e no eixo. Em caso de montagem inadequada, a roda de apoio pode falhar – garantir a fixação correta do eixo. Não colocar cargas durante o transporte ou armazenamento. xyxy=(1012,384,1197,445)
language-paragraph: Instrucțiuni de depozitare: Depozitați într-un loc uscat și răcoros pentru a proteja anvelopele de cauciuc de radiațiile UV și umiditate. Curățați axa și roțile de murdărie și păstrați-le libere de obstacole. xyxy=(59,1380,239,1424)
language-block xyxy=(443,912,625,1142)
language-paragraph: Material: Gummi (luftfyllda däck) xyxy=(443,637,566,647)
language-paragraph: Saugumo informacija ir įspėjimai: Neviršyti maksimalios 140 kg apkrovos dvynių padangoms. Prieš naudojimą patikrinti padangų ir ašies pažeidimus. Netinkamai sumontavus stabilizatoriaus ratas gali sugesti – užtikrinti teisingą ašies fiksavimą. Negabenti ar nelaikyti apkrovos transportavimo ar sandėliavimo metu. xyxy=(443,1307,623,1369)
language-heading: (NL) Productspecificaties: xyxy=(59,608,167,617)
language-block xyxy=(256,296,438,526)
language-paragraph: Veľkosť: Ø 260 x 85 mm; Náprava 250 mm / 20 mm; Vzdialenosť medzi kolesami 80 mm xyxy=(443,919,621,938)
language-paragraph: Taille: Ø 260 x 85 mm ; axe 250 mm / 20 mm ; espacement des roues 80 mm xyxy=(443,303,619,322)
language-block xyxy=(1012,609,1194,848)
barcode-bar xyxy=(549,1599,550,1657)
barcode-bar xyxy=(538,1599,539,1657)
product-id-value: WF-831668 xyxy=(184,160,289,182)
language-paragraph: Pokyny k uskladnění: Skladovat na suchém, chladném místě, aby se chránily gumové pneumatiky před UV zářením a vlhkostí. Čistit nápravu a kola od nečistot a skladovat bez překážek. xyxy=(59,1055,231,1100)
